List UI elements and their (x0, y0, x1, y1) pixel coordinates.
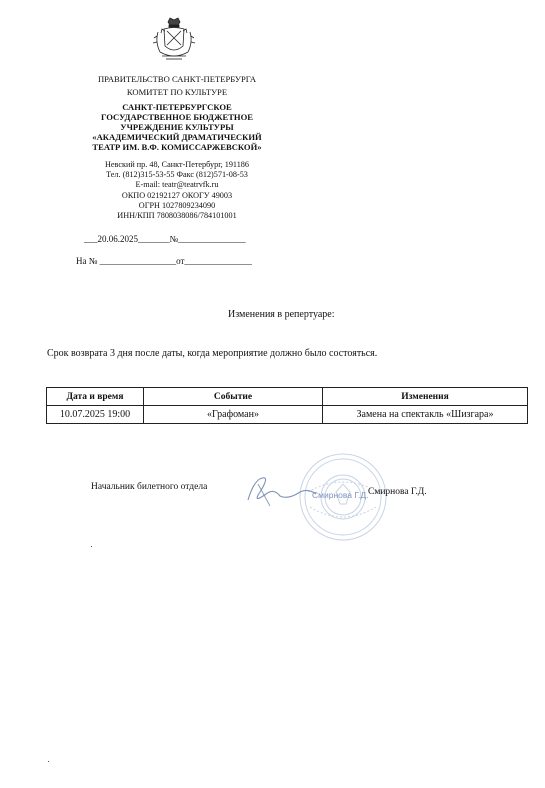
ogrn: ОГРН 1027809234090 (138, 200, 216, 210)
address: Невский пр. 48, Санкт-Петербург, 191186 (105, 160, 249, 169)
org-name-line: УЧРЕЖДЕНИЕ КУЛЬТУРЫ (120, 122, 234, 132)
inn-kpp: ИНН/КПП 7808038086/784101001 (117, 211, 237, 221)
column-header-datetime: Дата и время (47, 388, 144, 406)
table-header-row (47, 388, 528, 406)
okpo-okogu: ОКПО 02192127 ОКОГУ 49003 (121, 190, 233, 200)
column-header-event: Событие (144, 388, 323, 406)
repertoire-changes-table (46, 387, 528, 424)
dot-mark (48, 761, 49, 762)
column-header-changes: Изменения (323, 388, 528, 406)
handwritten-name: Смирнова Г.Д. (312, 490, 369, 500)
signatory-position: Начальник билетного отдела (91, 482, 208, 492)
incoming-reference: На № _________________от_______________ (76, 256, 252, 266)
cell-datetime: 10.07.2025 19:00 (47, 406, 144, 424)
signatory-name: Смирнова Г.Д. (368, 487, 427, 497)
committee-line: КОМИТЕТ ПО КУЛЬТУРЕ (126, 87, 228, 97)
org-name-line: «АКАДЕМИЧЕСКИЙ ДРАМАТИЧЕСКИЙ (92, 132, 262, 142)
table-row (47, 406, 528, 424)
page-title: Изменения в репертуаре: (228, 309, 335, 320)
phone-fax: Тел. (812)315-53-55 Факс (812)571-08-53 (106, 170, 248, 180)
email: E-mail: teatr@teatrvfk.ru (135, 180, 219, 190)
cell-event: «Графоман» (144, 406, 323, 424)
return-period-note: Срок возврата 3 дня после даты, когда мероприятие должно было состояться. (47, 348, 378, 359)
signature-scribble-icon (240, 470, 320, 510)
cell-changes: Замена на спектакль «Шизгара» (323, 406, 528, 424)
org-name-line: САНКТ-ПЕТЕРБУРГСКОЕ (122, 102, 232, 112)
government-line: ПРАВИТЕЛЬСТВО САНКТ-ПЕТЕРБУРГА (97, 74, 257, 84)
dot-mark (91, 546, 92, 547)
org-name-line: ГОСУДАРСТВЕННОЕ БЮДЖЕТНОЕ (100, 112, 254, 122)
org-name-line: ТЕАТР ИМ. В.Ф. КОМИССАРЖЕВСКОЙ» (92, 142, 262, 152)
coat-of-arms-icon (152, 16, 196, 66)
letterhead (82, 74, 272, 221)
outgoing-date-number: ___20.06.2025_______№_______________ (84, 234, 246, 244)
